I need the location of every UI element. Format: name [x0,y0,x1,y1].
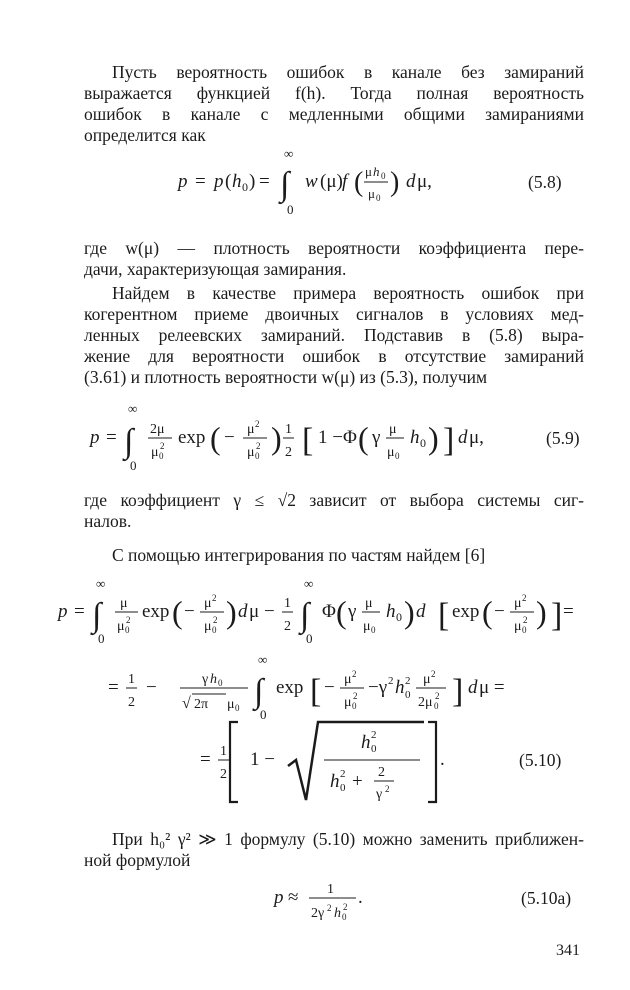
svg-text:1 −: 1 − [250,749,275,770]
svg-text:2μ: 2μ [150,422,165,437]
svg-text:2: 2 [340,768,346,780]
svg-text:): ) [404,594,415,630]
svg-text:0: 0 [130,458,137,473]
svg-text:0: 0 [381,171,386,181]
svg-text:0: 0 [522,625,527,635]
svg-text:2: 2 [385,784,390,794]
text-line: где коэффициент γ ≤ √2 зависит от выбора системы сиг- [84,490,584,510]
svg-text:2π: 2π [194,697,209,712]
svg-text:exp: exp [276,677,304,698]
svg-text:2: 2 [352,669,357,679]
svg-text:[: [ [438,597,450,634]
text-line: Найдем в качестве примера вероятность ошибок при [112,283,584,303]
svg-text:0: 0 [342,912,347,922]
svg-text:0: 0 [260,707,267,722]
svg-text:μ: μ [204,619,212,634]
svg-text:2μ: 2μ [418,695,433,710]
svg-text:(: ( [336,594,347,630]
svg-text:μ: μ [227,697,235,712]
svg-text:2: 2 [212,593,217,603]
svg-text:γ: γ [348,601,357,622]
svg-text:1: 1 [285,422,292,437]
svg-text:p: p [90,427,100,448]
svg-text:2: 2 [284,619,291,634]
text-line: С помощью интегрирования по частям найдем [6] [112,545,486,565]
svg-text:1: 1 [327,882,334,897]
svg-text:d: d [458,427,468,448]
svg-text:∞: ∞ [96,576,106,591]
svg-text:h: h [373,164,380,179]
svg-text:(: ( [210,420,221,456]
svg-text:μ: μ [387,445,395,460]
svg-text:γ: γ [202,672,209,687]
svg-text:2: 2 [405,675,411,687]
svg-text:0: 0 [306,631,313,646]
text-line: налов. [84,511,132,531]
svg-text:=: = [563,601,574,622]
svg-text:0: 0 [371,743,377,755]
text-line: ной формулой [84,850,191,870]
svg-text:2: 2 [256,441,261,451]
svg-text:2: 2 [213,615,218,625]
svg-text:(: ( [358,420,369,456]
svg-text:2: 2 [343,902,348,912]
svg-text:0: 0 [242,180,248,194]
svg-text:μ: μ [204,596,212,611]
svg-text:0: 0 [235,703,240,713]
svg-text:1: 1 [128,672,135,687]
svg-text:−: − [264,601,275,622]
svg-text:∫: ∫ [124,423,134,460]
equation-number-5-9: (5.9) [546,428,580,448]
svg-text:μ: μ [368,186,375,201]
text-line: Пусть вероятность ошибок в канале без замираний [112,62,584,82]
svg-text:[: [ [302,422,314,459]
text-line: (3.61) и плотность вероятности w(μ) из (5.3), получим [84,367,488,387]
svg-text:h: h [395,677,405,698]
svg-text:√: √ [182,695,191,712]
svg-text:μ: μ [365,596,373,611]
text-line: жение для вероятности ошибок в отсутствие замираний [84,346,584,366]
svg-text:): ) [249,171,256,192]
svg-text:0: 0 [396,610,402,624]
svg-text:d: d [416,601,426,622]
svg-text:]: ] [551,597,563,634]
svg-text:≈: ≈ [288,887,299,908]
svg-text:μ,: μ, [417,171,432,192]
svg-text:2: 2 [220,767,227,782]
svg-text:d: d [406,171,416,192]
svg-text:.: . [358,887,363,908]
svg-text:0: 0 [405,689,411,701]
svg-text:(: ( [172,594,183,630]
svg-text:0: 0 [98,631,105,646]
svg-text:0: 0 [352,701,357,711]
svg-text:∫: ∫ [92,597,102,634]
svg-text:w: w [305,171,318,192]
svg-text:−γ: −γ [368,677,388,698]
svg-text:2: 2 [327,903,332,913]
svg-text:]: ] [443,422,455,459]
svg-text:2: 2 [128,695,135,710]
paragraph-integration [84,545,584,566]
svg-text:2: 2 [435,691,440,701]
svg-text:2: 2 [388,675,394,687]
svg-text:2: 2 [353,691,358,701]
svg-text:1: 1 [284,596,291,611]
svg-text:∞: ∞ [128,401,138,416]
svg-text:1 −Φ: 1 −Φ [318,427,357,448]
svg-text:h: h [334,906,341,921]
svg-text:p: p [274,887,284,908]
svg-text:μ: μ [247,445,255,460]
svg-text:γ: γ [372,427,381,448]
svg-text:): ) [390,167,400,198]
svg-text:γ: γ [376,787,383,802]
svg-text:μ: μ [151,445,159,460]
text-line: где w(μ) — плотность вероятности коэффициента пере- [84,238,584,258]
svg-text:=: = [200,749,211,770]
svg-text:exp: exp [452,601,480,622]
svg-text:0: 0 [255,451,260,461]
svg-text:μ: μ [117,619,125,634]
equation-number-5-8: (5.8) [528,172,562,192]
svg-text:μ: μ [514,619,522,634]
paragraph-approximation [84,829,584,871]
svg-text:): ) [271,420,282,456]
svg-text:2: 2 [160,441,165,451]
svg-text:0: 0 [340,782,346,794]
svg-text:(: ( [225,171,232,192]
svg-text:(: ( [354,167,364,198]
svg-text:=: = [259,171,270,192]
svg-text:0: 0 [212,625,217,635]
svg-text:2: 2 [431,669,436,679]
text-line: При h₀² γ² ≫ 1 формулу (5.10) можно заменить приближен- [112,829,584,849]
svg-text:]: ] [452,673,464,710]
text-line: дачи, характеризующая замирания. [84,259,347,279]
text-line: выражается функцией f(h). Тогда полная вероятность [84,83,584,103]
svg-text:μ: μ [344,695,352,710]
svg-text:∫: ∫ [280,166,290,203]
svg-text:0: 0 [218,678,223,688]
svg-text:μ =: μ = [479,677,505,698]
svg-text:1: 1 [220,744,227,759]
svg-text:∫: ∫ [254,673,264,710]
svg-text:μ: μ [344,672,352,687]
svg-text:∫: ∫ [300,597,310,634]
svg-text:2: 2 [523,615,528,625]
svg-text:0: 0 [159,451,164,461]
svg-text:∞: ∞ [284,146,294,161]
svg-text:0: 0 [125,625,130,635]
svg-text:2: 2 [255,419,260,429]
svg-text:∞: ∞ [304,576,314,591]
paragraph-intro [84,62,584,146]
svg-text:(μ): (μ) [320,171,343,192]
svg-text:−: − [324,677,335,698]
svg-text:h: h [210,672,217,687]
svg-text:μ: μ [514,596,522,611]
svg-text:h: h [410,427,420,448]
svg-text:2: 2 [126,615,131,625]
svg-text:[: [ [310,673,322,710]
svg-text:0: 0 [287,202,294,217]
svg-text:2γ: 2γ [311,906,325,921]
svg-text:p: p [214,171,224,192]
text-line: ошибок в канале с медленными общими замираниями [84,104,584,124]
svg-text:p: p [58,601,68,622]
svg-text:): ) [428,420,439,456]
svg-text:h: h [330,771,340,792]
svg-text:=: = [106,427,117,448]
svg-text:=: = [195,171,206,192]
svg-text:): ) [536,594,547,630]
svg-text:+: + [352,771,363,792]
text-line: ленных релеевских замираний. Подставив в (5.8) выра- [84,325,584,345]
equation-number-5-10: (5.10) [519,750,562,770]
svg-text:h: h [361,732,371,753]
svg-text:μ: μ [120,596,128,611]
svg-text:0: 0 [434,701,439,711]
svg-text:μ,: μ, [469,427,484,448]
svg-text:d: d [468,677,478,698]
svg-text:2: 2 [522,593,527,603]
svg-text:2: 2 [378,765,385,780]
svg-text:μ: μ [247,422,255,437]
svg-text:f: f [342,171,348,192]
svg-text:μ: μ [365,164,372,179]
svg-text:): ) [226,594,237,630]
svg-text:=: = [74,601,85,622]
page-number: 341 [556,942,580,959]
paragraph-example [84,283,584,388]
svg-text:exp: exp [178,427,206,448]
paragraph-density [84,238,584,280]
text-line: когерентном приеме двоичных сигналов в условиях мед- [84,304,584,324]
svg-text:2: 2 [371,729,377,741]
text-line: определится как [84,125,206,145]
svg-text:exp: exp [142,601,170,622]
svg-text:0: 0 [395,451,400,461]
svg-text:h: h [386,601,396,622]
svg-text:0: 0 [420,436,426,450]
svg-text:2: 2 [285,445,292,460]
svg-text:−: − [224,427,235,448]
svg-text:μ: μ [423,672,431,687]
svg-text:(: ( [482,594,493,630]
svg-text:=: = [108,677,119,698]
svg-text:p: p [178,171,188,192]
svg-text:−: − [146,677,157,698]
svg-text:−: − [494,601,505,622]
svg-text:μ: μ [363,619,371,634]
svg-text:h: h [232,171,242,192]
svg-text:d: d [238,601,248,622]
svg-text:Φ: Φ [322,601,336,622]
paragraph-coefficient [84,490,584,532]
svg-text:−: − [184,601,195,622]
svg-text:∞: ∞ [258,652,268,667]
svg-text:μ: μ [249,601,260,622]
svg-text:μ: μ [389,422,397,437]
svg-text:.: . [440,749,445,770]
equation-number-5-10a: (5.10a) [521,888,572,908]
svg-text:0: 0 [376,193,381,203]
svg-text:0: 0 [371,625,376,635]
